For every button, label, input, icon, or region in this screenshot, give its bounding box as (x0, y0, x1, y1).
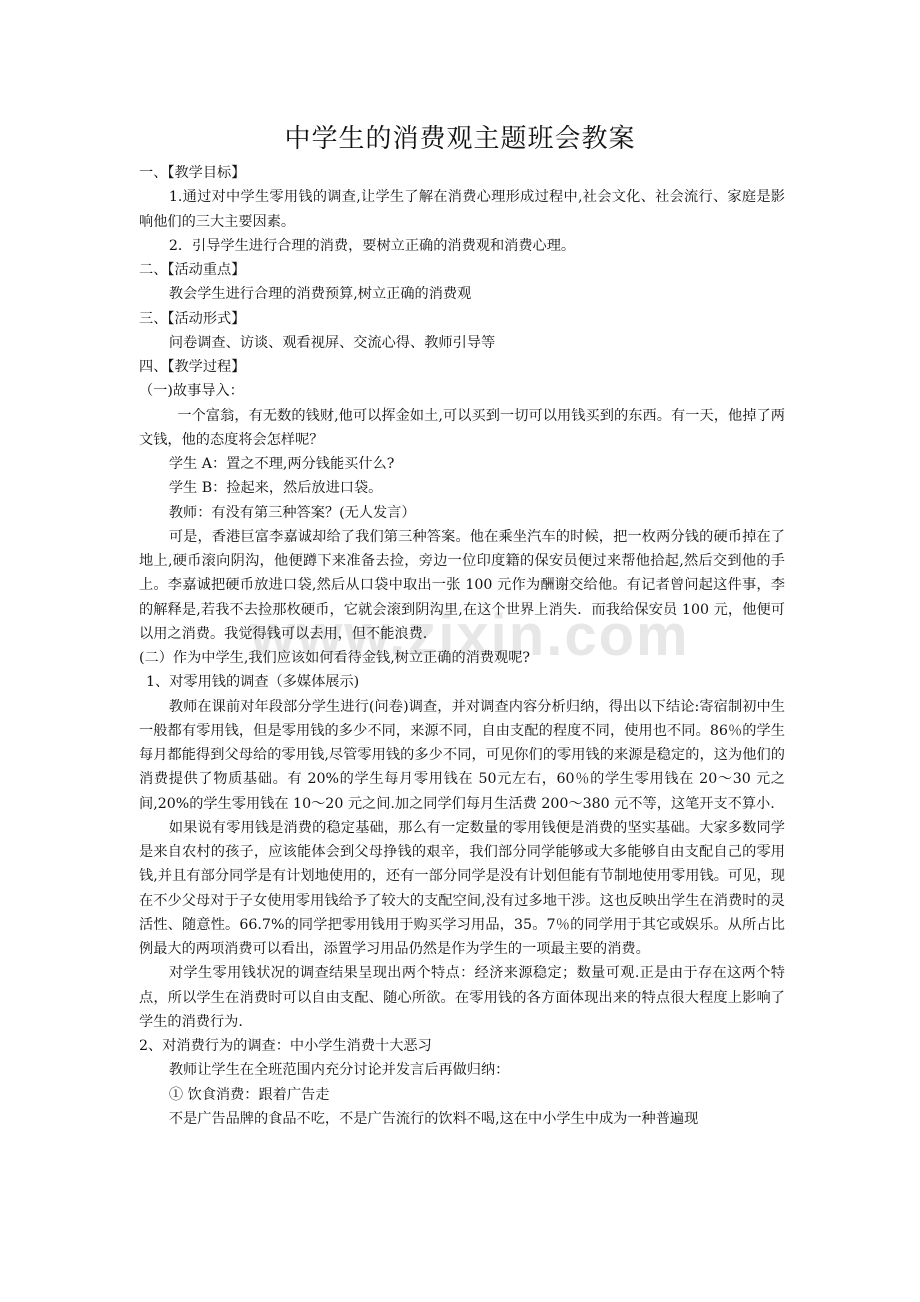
svg-text:www.zixin.com.cn: www.zixin.com (250, 603, 690, 668)
survey-paragraph-2: 如果说有零用钱是消费的稳定基础，那么有一定数量的零用钱便是消费的坚实基础。大家多数同学是来自农村的孩子，应该能体会到父母挣钱的艰辛，我们部分同学能够或大多能够自由支配自己的零用钱,并且有部分同学是有计划地使用的，还有一部分同学是没有计划但能有节制地使用零用钱。可见，现在不少父母对于子女使用零用钱给予了较大的支配空间,没有过多地干涉。这也反映出学生在消费时的灵活性、随意性。66.7%的同学把零用钱用于购买学习用品，35。7％的同学用于其它或娱乐。从所占比例最大的两项消费可以看出，添置学习用品仍然是作为学生的一项最主要的消费。 (139, 819, 785, 957)
document-title: 中学生的消费观主题班会教案 (284, 124, 636, 154)
goal-item-2: 2．引导学生进行合理的消费，要树立正确的消费观和消费心理。 (168, 237, 576, 254)
section-heading-goals: 一、【教学目标】 (139, 165, 246, 181)
section-heading-focus: 二、【活动重点】 (139, 262, 246, 278)
li-ka-shing-paragraph: 可是，香港巨富李嘉诚却给了我们第三种答案。他在乘坐汽车的时候，把一枚两分钱的硬币掉在了地上,硬币滚向阴沟，他便蹲下来准备去捡，旁边一位印度籍的保安员便过来帮他拾起,然后交到他的手上。李嘉诚把硬币放进口袋,然后从口袋中取出一张 100 元作为酬谢交给他。有记者曾问起这件事，李的解释是,若我不去捡那枚硬币，它就会滚到阴沟里,在这个世界上消失．而我给保安员 100 元，他便可以用之消费。我觉得钱可以去用，但不能浪费. (139, 528, 785, 642)
survey-heading-1: 1、对零用钱的调查（多媒体展示) (146, 674, 360, 691)
discussion-line: 教师让学生在全班范围内充分讨论并发言后再做归纳： (168, 1062, 510, 1079)
focus-text: 教会学生进行合理的消费预算,树立正确的消费观 (168, 286, 472, 303)
goal-item-1: 1.通过对中学生零用钱的调查,让学生了解在消费心理形成过程中,社会文化、社会流行、家庭是影响他们的三大主要因素。 (139, 189, 785, 230)
teacher-line: 教师：有没有第三种答案？(无人发言） (168, 504, 416, 521)
survey-paragraph-1: 教师在课前对年段部分学生进行(问卷)调查，并对调查内容分析归纳，得出以下结论:寄宿制初中生一般都有零用钱，但是零用钱的多少不同，来源不同，自由支配的程度不同，使用也不同。86％的学生每月都能得到父母给的零用钱,尽管零用钱的多少不同，可见你们的零用钱的来源是稳定的，这为他们的消费提供了物质基础。有 20%的学生每月零用钱在 50元左右，60％的学生零用钱在 20～30 元之间,20%的学生零用钱在 10～20 元之间.加之同学们每月生活费 200～380 元不等，这笔开支不算小. (139, 698, 785, 812)
section-heading-process: 四、【教学过程】 (139, 359, 246, 375)
bad-habit-1-text: 不是广告品牌的食品不吃，不是广告流行的饮料不喝,这在中小学生中成为一种普遍现 (168, 1110, 699, 1127)
student-b-line: 学生 B：捡起来，然后放进口袋。 (168, 480, 383, 497)
subsection-money-view: (二）作为中学生,我们应该如何看待金钱,树立正确的消费观呢? (139, 650, 531, 666)
survey-paragraph-3: 对学生零用钱状况的调查结果呈现出两个特点：经济来源稳定；数量可观.正是由于存在这两个特点，所以学生在消费时可以自由支配、随心所欲。在零用钱的各方面体现出来的特点很大程度上影响了学生的消费行为. (139, 965, 785, 1030)
story-paragraph: 一个富翁，有无数的钱财,他可以挥金如土,可以买到一切可以用钱买到的东西。有一天，他掉了两文钱，他的态度将会怎样呢？ (139, 407, 785, 448)
survey-heading-2: 2、对消费行为的调查：中小学生消费十大恶习 (139, 1038, 432, 1054)
format-text: 问卷调查、访谈、观看视屏、交流心得、教师引导等 (168, 334, 496, 351)
document-body (139, 161, 785, 1131)
bad-habit-1-heading: ① 饮食消费：跟着广告走 (168, 1086, 330, 1103)
subsection-story-intro: （一)故事导入： (139, 383, 244, 400)
section-heading-format: 三、【活动形式】 (139, 310, 246, 327)
student-a-line: 学生 A：置之不理,两分钱能买什么? (168, 456, 395, 472)
